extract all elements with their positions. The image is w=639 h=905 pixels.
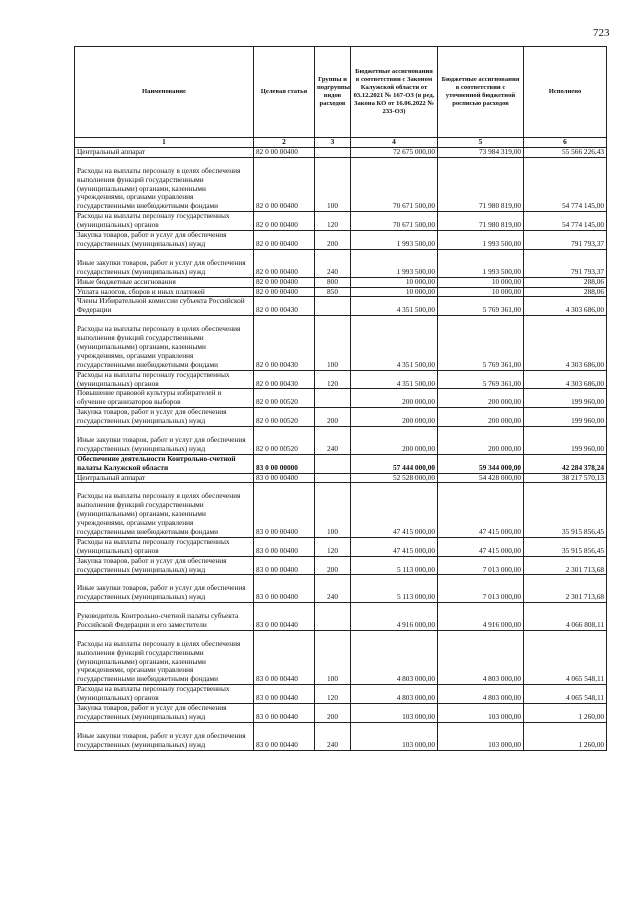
row-expense-group-cell: 800 [315, 277, 351, 287]
row-revised-assignment-cell: 10 000,00 [438, 287, 524, 297]
page-number: 723 [593, 27, 610, 39]
table-row [75, 630, 607, 684]
row-target-article-cell: 82 0 00 00520 [254, 427, 315, 455]
header-revised-assignments: Бюджетные ассигнования в соответствии с уточненной бюджетной росписью расходов [438, 47, 524, 138]
row-target-article-cell: 82 0 00 00430 [254, 370, 315, 389]
row-revised-assignment-cell: 4 916 000,00 [438, 603, 524, 631]
table-row [75, 148, 607, 158]
row-target-article-cell: 83 0 00 00400 [254, 473, 315, 483]
row-name-cell: Закупка товаров, работ и услуг для обеспечения государственных (муниципальных) нужд [75, 408, 254, 427]
table-row [75, 427, 607, 455]
row-executed-cell: 2 301 713,68 [524, 575, 607, 603]
row-name-cell: Иные закупки товаров, работ и услуг для обеспечения государственных (муниципальных) нужд [75, 722, 254, 750]
table-row [75, 297, 607, 316]
row-law-assignment-cell: 103 000,00 [351, 722, 438, 750]
row-revised-assignment-cell: 200 000,00 [438, 389, 524, 408]
row-expense-group-cell: 240 [315, 575, 351, 603]
row-revised-assignment-cell: 54 428 000,00 [438, 473, 524, 483]
row-law-assignment-cell: 5 113 000,00 [351, 556, 438, 575]
row-target-article-cell: 83 0 00 00440 [254, 704, 315, 723]
row-target-article-cell: 82 0 00 00400 [254, 148, 315, 158]
row-expense-group-cell: 200 [315, 556, 351, 575]
row-executed-cell: 54 774 145,00 [524, 157, 607, 211]
row-executed-cell: 1 260,00 [524, 704, 607, 723]
header-law-assignments: Бюджетные ассигнования в соответствии с Законом Калужской области от 03.12.2021 № 167-ОЗ (в ред. Закона КО от 16.06.2022 № 233-ОЗ) [351, 47, 438, 138]
row-law-assignment-cell: 4 351 500,00 [351, 370, 438, 389]
row-law-assignment-cell: 200 000,00 [351, 408, 438, 427]
row-law-assignment-cell: 57 444 000,00 [351, 454, 438, 473]
row-target-article-cell: 83 0 00 00440 [254, 685, 315, 704]
row-target-article-cell: 83 0 00 00440 [254, 630, 315, 684]
header-executed: Исполнено [524, 47, 607, 138]
table-row [75, 316, 607, 370]
row-law-assignment-cell: 1 993 500,00 [351, 249, 438, 277]
budget-table [74, 46, 607, 751]
row-name-cell: Расходы на выплаты персоналу государственных (муниципальных) органов [75, 212, 254, 231]
row-target-article-cell: 82 0 00 00400 [254, 287, 315, 297]
row-name-cell: Закупка товаров, работ и услуг для обеспечения государственных (муниципальных) нужд [75, 704, 254, 723]
table-row [75, 575, 607, 603]
row-law-assignment-cell: 4 803 000,00 [351, 630, 438, 684]
row-executed-cell: 4 303 686,00 [524, 297, 607, 316]
row-revised-assignment-cell: 200 000,00 [438, 408, 524, 427]
row-revised-assignment-cell: 47 415 000,00 [438, 537, 524, 556]
row-target-article-cell: 82 0 00 00400 [254, 212, 315, 231]
row-executed-cell: 1 260,00 [524, 722, 607, 750]
row-expense-group-cell [315, 389, 351, 408]
row-name-cell: Расходы на выплаты персоналу государственных (муниципальных) органов [75, 370, 254, 389]
row-executed-cell: 791 793,37 [524, 231, 607, 250]
row-executed-cell: 199 960,00 [524, 408, 607, 427]
row-expense-group-cell: 120 [315, 685, 351, 704]
row-law-assignment-cell: 103 000,00 [351, 704, 438, 723]
table-row [75, 249, 607, 277]
row-target-article-cell: 82 0 00 00400 [254, 249, 315, 277]
row-revised-assignment-cell: 1 993 500,00 [438, 231, 524, 250]
row-executed-cell: 55 566 226,43 [524, 148, 607, 158]
row-name-cell: Иные закупки товаров, работ и услуг для обеспечения государственных (муниципальных) нужд [75, 575, 254, 603]
row-expense-group-cell: 100 [315, 630, 351, 684]
column-number: 3 [315, 138, 351, 148]
row-expense-group-cell: 120 [315, 212, 351, 231]
row-law-assignment-cell: 10 000,00 [351, 277, 438, 287]
row-law-assignment-cell: 200 000,00 [351, 427, 438, 455]
table-row [75, 454, 607, 473]
row-name-cell: Расходы на выплаты персоналу государственных (муниципальных) органов [75, 537, 254, 556]
row-law-assignment-cell: 10 000,00 [351, 287, 438, 297]
row-expense-group-cell [315, 148, 351, 158]
row-revised-assignment-cell: 4 803 000,00 [438, 630, 524, 684]
row-name-cell: Обеспечение деятельности Контрольно-счетной палаты Калужской области [75, 454, 254, 473]
row-revised-assignment-cell: 7 013 000,00 [438, 575, 524, 603]
row-executed-cell: 54 774 145,00 [524, 212, 607, 231]
column-number: 6 [524, 138, 607, 148]
row-executed-cell: 288,06 [524, 277, 607, 287]
row-revised-assignment-cell: 10 000,00 [438, 277, 524, 287]
row-executed-cell: 4 065 548,11 [524, 630, 607, 684]
row-revised-assignment-cell: 103 000,00 [438, 704, 524, 723]
row-executed-cell: 35 915 856,45 [524, 483, 607, 537]
row-revised-assignment-cell: 7 013 000,00 [438, 556, 524, 575]
row-expense-group-cell: 240 [315, 722, 351, 750]
row-target-article-cell: 83 0 00 00440 [254, 722, 315, 750]
row-revised-assignment-cell: 59 344 000,00 [438, 454, 524, 473]
row-law-assignment-cell: 4 916 000,00 [351, 603, 438, 631]
row-executed-cell: 4 065 548,11 [524, 685, 607, 704]
table-row [75, 603, 607, 631]
table-row [75, 685, 607, 704]
row-law-assignment-cell: 4 351 500,00 [351, 297, 438, 316]
row-target-article-cell: 83 0 00 00440 [254, 603, 315, 631]
table-row [75, 277, 607, 287]
column-number: 5 [438, 138, 524, 148]
table-row [75, 212, 607, 231]
table-row [75, 704, 607, 723]
table-row [75, 537, 607, 556]
row-target-article-cell: 82 0 00 00520 [254, 389, 315, 408]
row-target-article-cell: 83 0 00 00400 [254, 556, 315, 575]
row-revised-assignment-cell: 5 769 361,00 [438, 297, 524, 316]
row-expense-group-cell: 100 [315, 157, 351, 211]
row-revised-assignment-cell: 71 980 819,00 [438, 212, 524, 231]
row-expense-group-cell [315, 297, 351, 316]
row-expense-group-cell: 200 [315, 408, 351, 427]
column-number: 1 [75, 138, 254, 148]
row-target-article-cell: 83 0 00 00400 [254, 537, 315, 556]
table-row [75, 231, 607, 250]
row-name-cell: Иные закупки товаров, работ и услуг для обеспечения государственных (муниципальных) нужд [75, 249, 254, 277]
row-executed-cell: 4 303 686,00 [524, 370, 607, 389]
row-executed-cell: 2 301 713,68 [524, 556, 607, 575]
row-name-cell: Иные закупки товаров, работ и услуг для обеспечения государственных (муниципальных) нужд [75, 427, 254, 455]
row-target-article-cell: 83 0 00 00400 [254, 575, 315, 603]
row-target-article-cell: 83 0 00 00000 [254, 454, 315, 473]
row-target-article-cell: 82 0 00 00400 [254, 231, 315, 250]
row-executed-cell: 42 284 378,24 [524, 454, 607, 473]
table-row [75, 408, 607, 427]
row-executed-cell: 38 217 570,13 [524, 473, 607, 483]
row-revised-assignment-cell: 200 000,00 [438, 427, 524, 455]
row-revised-assignment-cell: 47 415 000,00 [438, 483, 524, 537]
row-expense-group-cell: 240 [315, 249, 351, 277]
row-name-cell: Расходы на выплаты персоналу государственных (муниципальных) органов [75, 685, 254, 704]
header-name: Наименование [75, 47, 254, 138]
row-revised-assignment-cell: 103 000,00 [438, 722, 524, 750]
table-row [75, 483, 607, 537]
row-revised-assignment-cell: 71 980 819,00 [438, 157, 524, 211]
table-row [75, 473, 607, 483]
row-expense-group-cell: 200 [315, 704, 351, 723]
table-row [75, 370, 607, 389]
column-number: 2 [254, 138, 315, 148]
row-revised-assignment-cell: 4 803 000,00 [438, 685, 524, 704]
row-law-assignment-cell: 5 113 000,00 [351, 575, 438, 603]
row-name-cell: Повышение правовой культуры избирателей и обучение организаторов выборов [75, 389, 254, 408]
table-row [75, 389, 607, 408]
row-revised-assignment-cell: 73 984 319,00 [438, 148, 524, 158]
row-name-cell: Иные бюджетные ассигнования [75, 277, 254, 287]
row-executed-cell: 35 915 856,45 [524, 537, 607, 556]
row-expense-group-cell: 240 [315, 427, 351, 455]
row-expense-group-cell: 100 [315, 316, 351, 370]
row-name-cell: Расходы на выплаты персоналу в целях обеспечения выполнения функций государственными (муниципальными) органами, казенными учреждениями, органами управления государственными внебюджетными фондами [75, 483, 254, 537]
row-name-cell: Центральный аппарат [75, 148, 254, 158]
row-name-cell: Члены Избирательной комиссии субъекта Российской Федерации [75, 297, 254, 316]
row-executed-cell: 199 960,00 [524, 389, 607, 408]
row-law-assignment-cell: 52 528 000,00 [351, 473, 438, 483]
row-expense-group-cell [315, 454, 351, 473]
row-law-assignment-cell: 4 351 500,00 [351, 316, 438, 370]
row-executed-cell: 4 066 808,11 [524, 603, 607, 631]
row-executed-cell: 199 960,00 [524, 427, 607, 455]
row-law-assignment-cell: 1 993 500,00 [351, 231, 438, 250]
row-law-assignment-cell: 47 415 000,00 [351, 537, 438, 556]
row-law-assignment-cell: 70 671 500,00 [351, 212, 438, 231]
row-expense-group-cell: 200 [315, 231, 351, 250]
row-expense-group-cell: 100 [315, 483, 351, 537]
row-target-article-cell: 82 0 00 00430 [254, 297, 315, 316]
row-name-cell: Закупка товаров, работ и услуг для обеспечения государственных (муниципальных) нужд [75, 231, 254, 250]
row-revised-assignment-cell: 5 769 361,00 [438, 316, 524, 370]
table-row [75, 722, 607, 750]
row-name-cell: Расходы на выплаты персоналу в целях обеспечения выполнения функций государственными (муниципальными) органами, казенными учреждениями, органами управления государственными внебюджетными фондами [75, 157, 254, 211]
row-name-cell: Центральный аппарат [75, 473, 254, 483]
row-executed-cell: 791 793,37 [524, 249, 607, 277]
row-name-cell: Закупка товаров, работ и услуг для обеспечения государственных (муниципальных) нужд [75, 556, 254, 575]
row-executed-cell: 288,06 [524, 287, 607, 297]
row-executed-cell: 4 303 686,00 [524, 316, 607, 370]
header-target-article: Целевая статья [254, 47, 315, 138]
header-expense-groups: Группы и подгруппы видов расходов [315, 47, 351, 138]
row-expense-group-cell [315, 603, 351, 631]
row-revised-assignment-cell: 1 993 500,00 [438, 249, 524, 277]
row-target-article-cell: 82 0 00 00520 [254, 408, 315, 427]
column-number-row [75, 138, 607, 148]
row-name-cell: Расходы на выплаты персоналу в целях обеспечения выполнения функций государственными (муниципальными) органами, казенными учреждениями, органами управления государственными внебюджетными фондами [75, 316, 254, 370]
row-name-cell: Уплата налогов, сборов и иных платежей [75, 287, 254, 297]
row-expense-group-cell: 120 [315, 370, 351, 389]
row-target-article-cell: 82 0 00 00400 [254, 157, 315, 211]
row-target-article-cell: 82 0 00 00430 [254, 316, 315, 370]
row-law-assignment-cell: 47 415 000,00 [351, 483, 438, 537]
row-expense-group-cell: 850 [315, 287, 351, 297]
row-expense-group-cell: 120 [315, 537, 351, 556]
column-number: 4 [351, 138, 438, 148]
row-expense-group-cell [315, 473, 351, 483]
row-law-assignment-cell: 4 803 000,00 [351, 685, 438, 704]
table-row [75, 157, 607, 211]
table-row [75, 556, 607, 575]
row-name-cell: Руководитель Контрольно-счетной палаты субъекта Российской Федерации и его заместители [75, 603, 254, 631]
row-law-assignment-cell: 70 671 500,00 [351, 157, 438, 211]
table-row [75, 287, 607, 297]
row-target-article-cell: 83 0 00 00400 [254, 483, 315, 537]
row-target-article-cell: 82 0 00 00400 [254, 277, 315, 287]
row-revised-assignment-cell: 5 769 361,00 [438, 370, 524, 389]
row-law-assignment-cell: 200 000,00 [351, 389, 438, 408]
row-name-cell: Расходы на выплаты персоналу в целях обеспечения выполнения функций государственными (муниципальными) органами, казенными учреждениями, органами управления государственными внебюджетными фондами [75, 630, 254, 684]
row-law-assignment-cell: 72 675 000,00 [351, 148, 438, 158]
header-row [75, 47, 607, 138]
